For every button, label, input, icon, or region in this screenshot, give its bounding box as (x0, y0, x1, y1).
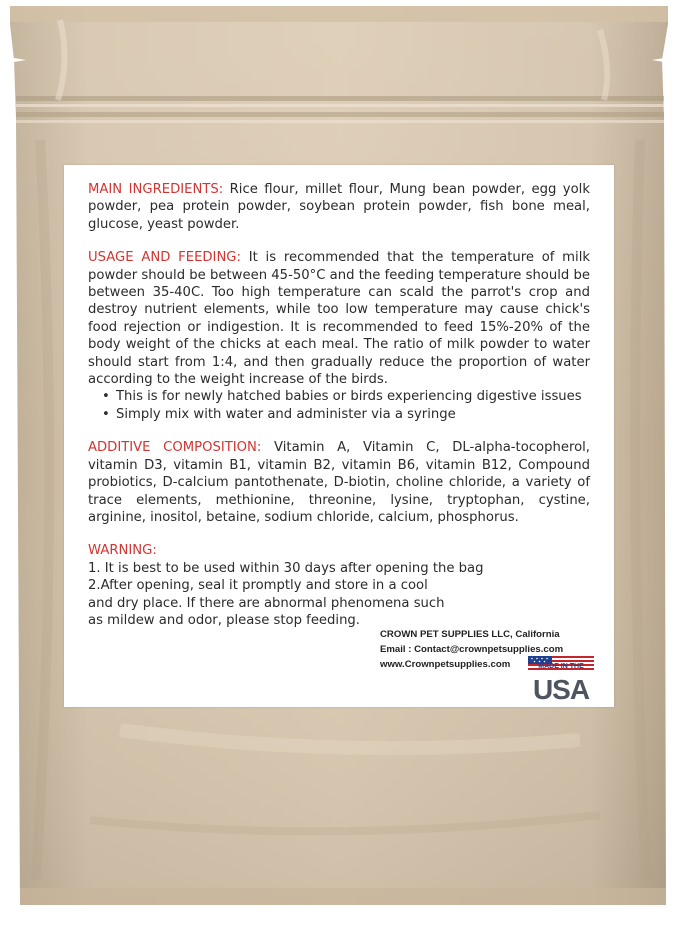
made-in-usa-badge (528, 656, 594, 702)
badge-main-text: USA (532, 674, 590, 702)
company-website: www.Crownpetsupplies.com (380, 659, 511, 670)
warning-line: 1. It is best to be used within 30 days after opening the bag (88, 560, 484, 576)
additives-text: Vitamin A, Vitamin C, DL-alpha-tocopherol, vitamin D3, vitamin B1, vitamin B2, vitamin B6, vitamin B12, Compound probiotics, D-calcium pantothenate, D-biotin, choline chloride, a variety of trace elements, methionine, threonine, lysine, tryptophan, cystine, arginine, inositol, betaine, sodium chloride, calcium, phosphorus. (88, 440, 591, 525)
usage-section (88, 249, 590, 388)
additives-heading: ADDITIVE COMPOSITION: (88, 440, 262, 456)
usage-bullet-item: • Simply mix with water and administer via a syringe (102, 406, 590, 423)
warning-line: and dry place. If there are abnormal phenomena such (88, 595, 445, 611)
badge-top-text: MADE IN THE (538, 663, 584, 670)
additives-section (88, 439, 590, 526)
company-name: CROWN PET SUPPLIES LLC, California (380, 629, 560, 640)
usage-heading: USAGE AND FEEDING: (88, 250, 241, 266)
usage-text: It is recommended that the temperature of milk powder should be between 45-50°C and the feeding temperature should be between 35-40C. Too high temperature can scald the parrot's crop and destroy nutrient elements, while too low temperature may cause chick's food rejection or indigestion. It is recommended to feed 15%-20% of the body weight of the chicks at each meal. The ratio of milk powder to water should start from 1:4, and then gradually reduce the proportion of water according to the weight increase of the birds. (88, 250, 590, 388)
warning-line: 2.After opening, seal it promptly and store in a cool (88, 578, 428, 594)
warning-line: as mildew and odor, please stop feeding. (88, 612, 360, 628)
company-email: Email : Contact@crownpetsupplies.com (380, 644, 564, 655)
warning-heading: WARNING: (88, 543, 157, 559)
usage-bullets (88, 388, 590, 423)
ingredients-section (88, 181, 590, 233)
usage-bullet-item: • This is for newly hatched babies or birds experiencing digestive issues (102, 388, 590, 405)
ingredients-text: Rice flour, millet flour, Mung bean powder, egg yolk powder, pea protein powder, soybean protein powder, fish bone meal, glucose, yeast powder. (88, 182, 590, 232)
product-label (64, 165, 614, 707)
ingredients-heading: MAIN INGREDIENTS: (88, 182, 224, 197)
warning-section (88, 542, 590, 629)
